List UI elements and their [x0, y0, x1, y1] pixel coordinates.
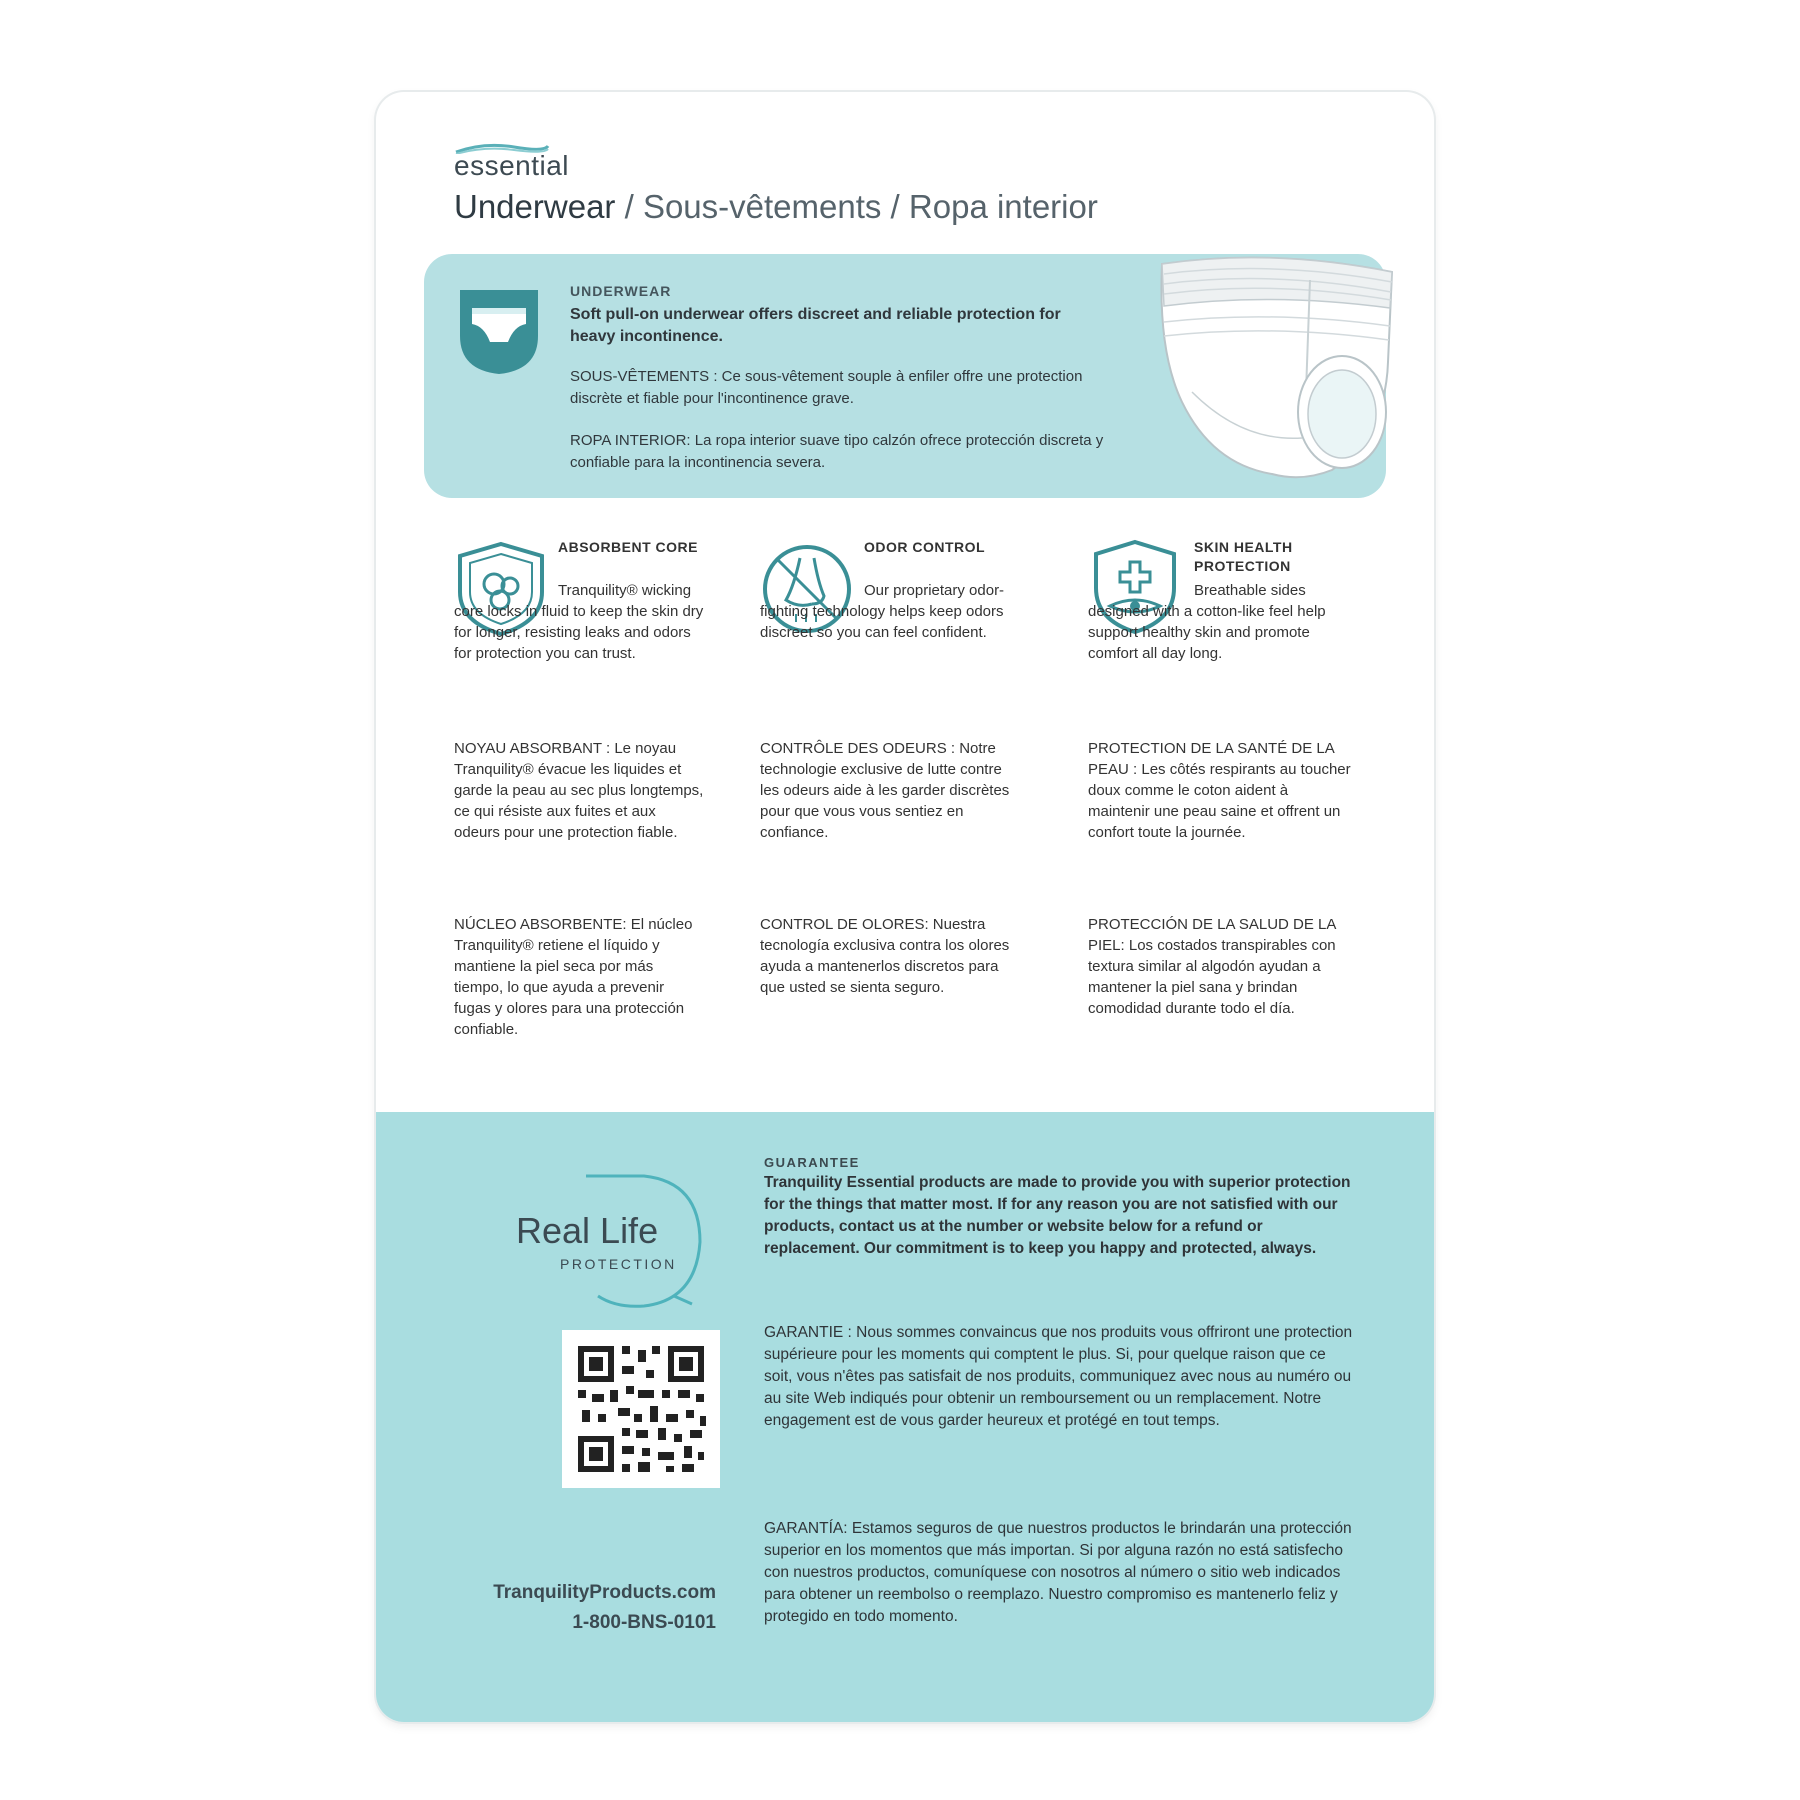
qr-code[interactable] [562, 1330, 720, 1488]
product-title [454, 188, 1098, 226]
title-sep-2: / [881, 188, 909, 225]
feature-2-text-fr: CONTRÔLE DES ODEURS : Notre technologie exclusive de lutte contre les odeurs aide à les garder discrètes pour que vous vous sentiez en confiance. [760, 740, 1010, 841]
guarantee-text-en: Tranquility Essential products are made to provide you with superior protection for the things that matter most. If for any reason you are not satisfied with our products, contact us at the number or website below for a refund or replacement. Our commitment is to keep you happy and protected, always. [764, 1174, 1351, 1257]
title-sep-1: / [615, 188, 643, 225]
website-link[interactable]: TranquilityProducts.com [493, 1582, 716, 1603]
feature-2-text-es: CONTROL DE OLORES: Nuestra tecnología exclusiva contra los olores ayuda a mantenerlos discretos para que usted se sienta seguro. [760, 916, 1010, 996]
bottom-panel [376, 1112, 1434, 1722]
feature-1-heading: ABSORBENT CORE [558, 539, 699, 555]
brand-name: essential [454, 150, 570, 181]
hero-text-es: ROPA INTERIOR: La ropa interior suave tipo calzón ofrece protección discreta y confiable para la incontinencia severa. [570, 432, 1104, 471]
package-back-panel [376, 92, 1434, 1722]
underwear-badge-icon [452, 284, 546, 378]
hero-text-fr: SOUS-VÊTEMENTS : Ce sous-vêtement souple à enfiler offre une protection discrète et fiable pour l'incontinence grave. [570, 368, 1083, 407]
title-es: Ropa interior [908, 188, 1098, 225]
feature-1-text-fr: NOYAU ABSORBANT : Le noyau Tranquility® évacue les liquides et garde la peau au sec plus longtemps, ce qui résiste aux fuites et aux odeurs pour une protection fiable. [454, 740, 704, 841]
feature-1-text-es: NÚCLEO ABSORBENTE: El núcleo Tranquility® retiene el líquido y mantiene la piel seca por más tiempo, lo que ayuda a prevenir fugas y olores para una protección confiable. [454, 916, 693, 1038]
real-life-protection-logo [516, 1172, 706, 1312]
title-fr: Sous-vêtements [642, 188, 882, 225]
logo-subtitle: PROTECTION [560, 1256, 677, 1272]
feature-3-text-es: PROTECCIÓN DE LA SALUD DE LA PIEL: Los costados transpirables con textura similar al algodón ayudan a mantener la piel sana y brindan comodidad durante todo el día. [1088, 916, 1336, 1017]
guarantee-heading: GUARANTEE [764, 1155, 860, 1170]
feature-3-text-fr: PROTECTION DE LA SANTÉ DE LA PEAU : Les côtés respirants au toucher doux comme le coton aident à maintenir une peau saine et offrent un confort toute la journée. [1088, 740, 1351, 841]
feature-2-heading: ODOR CONTROL [864, 539, 986, 555]
feature-2-text-en: Our proprietary odor-fighting technology helps keep odors discreet so you can feel confident. [760, 582, 1005, 641]
guarantee-text-fr: GARANTIE : Nous sommes convaincus que nos produits vous offriront une protection supérieure pour les moments qui comptent le plus. Si, pour quelque raison que ce soit, vous n'êtes pas satisfait de nos produits, communiquez avec nous au numéro ou au site Web indiqués pour obtenir un remboursement ou un remplacement. Notre engagement est de vous garder heureux et protégé en tout temps. [764, 1324, 1353, 1429]
feature-3-text-en: Breathable sides designed with a cotton-like feel help support healthy skin and promote comfort all day long. [1088, 582, 1326, 662]
feature-3-heading: SKIN HEALTH PROTECTION [1194, 539, 1293, 574]
underwear-illustration [1152, 242, 1402, 482]
phone-number[interactable]: 1-800-BNS-0101 [572, 1612, 716, 1633]
guarantee-text-es: GARANTÍA: Estamos seguros de que nuestros productos le brindarán una protección superior en los momentos que más importan. Si por alguna razón no está satisfecho con nuestros productos, comuníquese con nosotros al número o sitio web indicados para obtener un reembolso o reemplazo. Nuestro compromiso es mantenerlo feliz y protegido en todo momento. [764, 1520, 1352, 1625]
hero-text-en: Soft pull-on underwear offers discreet and reliable protection for heavy incontinence. [570, 306, 1061, 345]
feature-1-text-en: Tranquility® wicking core locks in fluid to keep the skin dry for longer, resisting leaks and odors for protection you can trust. [454, 582, 704, 662]
hero-heading: UNDERWEAR [570, 283, 672, 299]
title-en: Underwear [454, 188, 616, 225]
logo-title: Real Life [516, 1210, 659, 1251]
